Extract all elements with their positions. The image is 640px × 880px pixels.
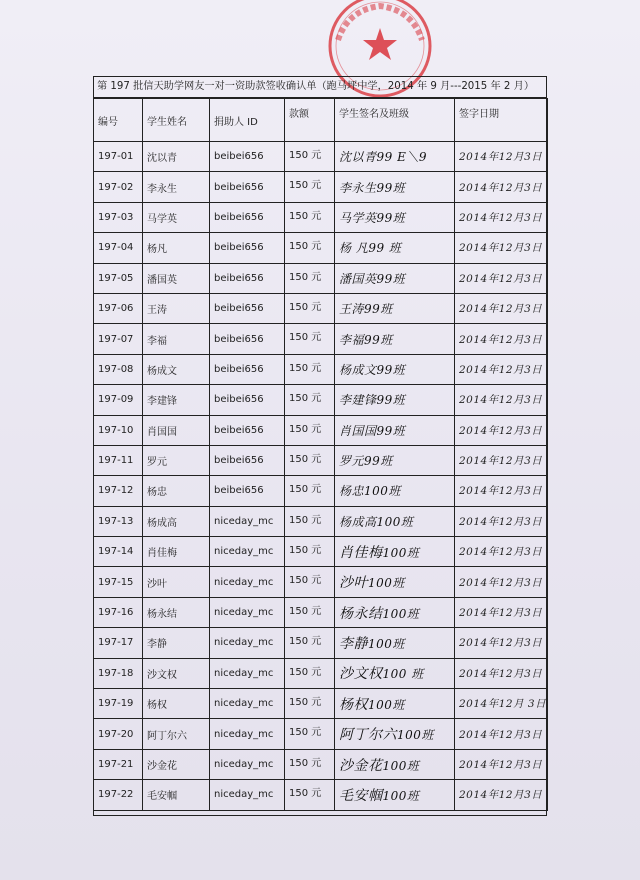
student-name: 沙金花 (143, 749, 210, 779)
student-signature-cell (335, 567, 455, 597)
table-row (94, 658, 548, 688)
handwritten-class: 100班 (364, 484, 401, 499)
student-name: 肖佳梅 (143, 537, 210, 567)
amount: 150 元 (285, 354, 335, 384)
amount: 150 元 (285, 324, 335, 354)
donor-id: niceday_mc (210, 628, 285, 658)
row-id: 197-05 (94, 263, 143, 293)
row-id: 197-17 (94, 628, 143, 658)
student-name: 肖国国 (143, 415, 210, 445)
student-name: 杨权 (143, 689, 210, 719)
handwritten-signature: 阿丁尔六 (339, 727, 397, 744)
student-name: 沙文权 (143, 658, 210, 688)
student-signature-cell (335, 354, 455, 384)
amount: 150 元 (285, 658, 335, 688)
table-row (94, 293, 548, 323)
amount: 150 元 (285, 172, 335, 202)
handwritten-class: 99班 (376, 210, 406, 225)
amount: 150 元 (285, 749, 335, 779)
table-row (94, 142, 548, 172)
student-signature-cell (335, 780, 455, 810)
row-id: 197-21 (94, 749, 143, 779)
donor-id: beibei656 (210, 142, 285, 172)
student-name: 毛安帼 (143, 780, 210, 810)
handwritten-signature: 杨永结 (339, 605, 383, 622)
student-name: 王涛 (143, 293, 210, 323)
student-signature-cell (335, 689, 455, 719)
amount: 150 元 (285, 415, 335, 445)
student-signature-cell (335, 445, 455, 475)
donor-id: niceday_mc (210, 719, 285, 749)
handwritten-signature: 沙金花 (339, 757, 383, 774)
table-row (94, 415, 548, 445)
student-name: 杨成文 (143, 354, 210, 384)
handwritten-signature: 李福 (339, 332, 365, 347)
student-name: 杨凡 (143, 233, 210, 263)
table-row (94, 263, 548, 293)
student-signature-cell (335, 415, 455, 445)
handwritten-sign-date: 2014年12月3日 (455, 263, 548, 293)
table-row (94, 506, 548, 536)
table-row (94, 780, 548, 810)
handwritten-sign-date: 2014年12月3日 (455, 202, 548, 232)
header-row (94, 99, 548, 142)
student-signature-cell (335, 597, 455, 627)
student-name: 阿丁尔六 (143, 719, 210, 749)
handwritten-sign-date: 2014年12月3日 (455, 415, 548, 445)
student-signature-cell (335, 749, 455, 779)
student-signature-cell (335, 719, 455, 749)
student-name: 罗元 (143, 445, 210, 475)
donor-id: niceday_mc (210, 658, 285, 688)
handwritten-signature: 罗元 (339, 454, 365, 469)
amount: 150 元 (285, 567, 335, 597)
row-id: 197-09 (94, 385, 143, 415)
student-signature-cell (335, 506, 455, 536)
amount: 150 元 (285, 689, 335, 719)
table-row (94, 202, 548, 232)
student-signature-cell (335, 324, 455, 354)
donor-id: beibei656 (210, 476, 285, 506)
row-id: 197-03 (94, 202, 143, 232)
amount: 150 元 (285, 445, 335, 475)
handwritten-signature: 肖国国 (339, 423, 377, 438)
handwritten-class: 99班 (376, 271, 406, 286)
donor-id: beibei656 (210, 324, 285, 354)
handwritten-signature: 马学英 (339, 210, 377, 225)
handwritten-sign-date: 2014年12月3日 (455, 780, 548, 810)
col-header-student-name: 学生姓名 (143, 99, 210, 142)
handwritten-sign-date: 2014年12月 3日 (455, 689, 548, 719)
donor-id: beibei656 (210, 445, 285, 475)
student-name: 杨忠 (143, 476, 210, 506)
student-name: 李静 (143, 628, 210, 658)
table-row (94, 628, 548, 658)
handwritten-sign-date: 2014年12月3日 (455, 537, 548, 567)
amount: 150 元 (285, 780, 335, 810)
handwritten-sign-date: 2014年12月3日 (455, 597, 548, 627)
row-id: 197-04 (94, 233, 143, 263)
handwritten-class: 100班 (376, 514, 414, 529)
handwritten-signature: 杨权 (339, 696, 368, 713)
col-header-id: 编号 (94, 99, 143, 142)
row-id: 197-06 (94, 293, 143, 323)
handwritten-sign-date: 2014年12月3日 (455, 628, 548, 658)
handwritten-class: 99班 (364, 454, 393, 469)
table-row (94, 172, 548, 202)
table-row (94, 719, 548, 749)
amount: 150 元 (285, 719, 335, 749)
handwritten-signature: 杨忠 (339, 484, 365, 499)
handwritten-class: 100班 (382, 758, 420, 773)
row-id: 197-16 (94, 597, 143, 627)
row-id: 197-14 (94, 537, 143, 567)
student-signature-cell (335, 658, 455, 688)
student-name: 李福 (143, 324, 210, 354)
donor-id: niceday_mc (210, 780, 285, 810)
student-name: 马学英 (143, 202, 210, 232)
donor-id: beibei656 (210, 202, 285, 232)
handwritten-sign-date: 2014年12月3日 (455, 324, 548, 354)
handwritten-class: 100班 (382, 788, 420, 803)
table-row (94, 445, 548, 475)
row-id: 197-01 (94, 142, 143, 172)
handwritten-sign-date: 2014年12月3日 (455, 172, 548, 202)
row-id: 197-13 (94, 506, 143, 536)
handwritten-class: 99班 (376, 180, 406, 195)
student-name: 杨永结 (143, 597, 210, 627)
row-id: 197-02 (94, 172, 143, 202)
handwritten-sign-date: 2014年12月3日 (455, 354, 548, 384)
handwritten-signature: 李建锋 (339, 393, 377, 408)
handwritten-class: 99班 (376, 393, 406, 408)
donor-id: niceday_mc (210, 537, 285, 567)
amount: 150 元 (285, 628, 335, 658)
handwritten-sign-date: 2014年12月3日 (455, 567, 548, 597)
handwritten-signature: 沙文权 (339, 666, 383, 683)
row-id: 197-18 (94, 658, 143, 688)
amount: 150 元 (285, 263, 335, 293)
student-signature-cell (335, 628, 455, 658)
row-id: 197-10 (94, 415, 143, 445)
donor-id: beibei656 (210, 385, 285, 415)
donor-id: niceday_mc (210, 689, 285, 719)
handwritten-class: 99 E＼9 (376, 150, 427, 165)
donor-id: beibei656 (210, 415, 285, 445)
row-id: 197-19 (94, 689, 143, 719)
handwritten-signature: 李永生 (339, 180, 377, 195)
row-id: 197-20 (94, 719, 143, 749)
student-signature-cell (335, 142, 455, 172)
donor-id: niceday_mc (210, 597, 285, 627)
row-id: 197-08 (94, 354, 143, 384)
row-id: 197-22 (94, 780, 143, 810)
handwritten-signature: 王涛 (339, 302, 365, 317)
col-header-donor-id: 捐助人 ID (210, 99, 285, 142)
handwritten-sign-date: 2014年12月3日 (455, 658, 548, 688)
table-row (94, 354, 548, 384)
handwritten-sign-date: 2014年12月3日 (455, 445, 548, 475)
handwritten-sign-date: 2014年12月3日 (455, 749, 548, 779)
amount: 150 元 (285, 506, 335, 536)
handwritten-class: 100班 (368, 576, 405, 591)
handwritten-signature: 杨成文 (339, 362, 377, 377)
receipt-table (93, 98, 548, 811)
handwritten-class: 100 班 (382, 667, 424, 682)
handwritten-sign-date: 2014年12月3日 (455, 293, 548, 323)
student-signature-cell (335, 233, 455, 263)
amount: 150 元 (285, 233, 335, 263)
handwritten-class: 100班 (368, 636, 405, 651)
table-row (94, 749, 548, 779)
student-name: 沙叶 (143, 567, 210, 597)
donor-id: niceday_mc (210, 567, 285, 597)
handwritten-class: 99 班 (368, 241, 402, 256)
handwritten-signature: 肖佳梅 (339, 544, 383, 561)
handwritten-class: 100班 (382, 545, 420, 560)
handwritten-sign-date: 2014年12月3日 (455, 142, 548, 172)
handwritten-class: 99班 (364, 332, 393, 347)
donor-id: beibei656 (210, 293, 285, 323)
amount: 150 元 (285, 293, 335, 323)
donor-id: beibei656 (210, 263, 285, 293)
table-row (94, 476, 548, 506)
row-id: 197-07 (94, 324, 143, 354)
student-signature-cell (335, 202, 455, 232)
row-id: 197-11 (94, 445, 143, 475)
handwritten-sign-date: 2014年12月3日 (455, 233, 548, 263)
amount: 150 元 (285, 142, 335, 172)
amount: 150 元 (285, 202, 335, 232)
handwritten-sign-date: 2014年12月3日 (455, 719, 548, 749)
donor-id: beibei656 (210, 233, 285, 263)
handwritten-signature: 杨 凡 (339, 241, 369, 256)
handwritten-signature: 杨成高 (339, 514, 377, 529)
amount: 150 元 (285, 597, 335, 627)
handwritten-signature: 沈以青 (339, 150, 377, 165)
handwritten-sign-date: 2014年12月3日 (455, 506, 548, 536)
handwritten-signature: 潘国英 (339, 271, 377, 286)
handwritten-class: 99班 (376, 362, 406, 377)
row-id: 197-15 (94, 567, 143, 597)
student-name: 杨成高 (143, 506, 210, 536)
handwritten-signature: 李静 (339, 635, 368, 652)
student-signature-cell (335, 385, 455, 415)
amount: 150 元 (285, 385, 335, 415)
handwritten-signature: 毛安帼 (339, 787, 383, 804)
table-row (94, 597, 548, 627)
table-row (94, 324, 548, 354)
col-header-amount: 款额 (285, 99, 335, 142)
handwritten-class: 100班 (397, 728, 434, 743)
donor-id: beibei656 (210, 354, 285, 384)
student-name: 潘国英 (143, 263, 210, 293)
student-signature-cell (335, 172, 455, 202)
donor-id: niceday_mc (210, 749, 285, 779)
student-signature-cell (335, 476, 455, 506)
student-name: 李永生 (143, 172, 210, 202)
table-row (94, 537, 548, 567)
table-row (94, 689, 548, 719)
handwritten-class: 100班 (368, 697, 405, 712)
student-signature-cell (335, 293, 455, 323)
handwritten-sign-date: 2014年12月3日 (455, 476, 548, 506)
student-name: 沈以青 (143, 142, 210, 172)
handwritten-sign-date: 2014年12月3日 (455, 385, 548, 415)
document-title: 第 197 批信天助学网友一对一资助款签收确认单（跑马坪中学，2014 年 9 月---2015 年 2 月） (93, 76, 547, 98)
student-signature-cell (335, 537, 455, 567)
handwritten-class: 99班 (364, 302, 393, 317)
student-signature-cell (335, 263, 455, 293)
amount: 150 元 (285, 476, 335, 506)
table-row (94, 233, 548, 263)
row-id: 197-12 (94, 476, 143, 506)
col-header-signature-class: 学生签名及班级 (335, 99, 455, 142)
handwritten-class: 99班 (376, 423, 406, 438)
handwritten-class: 100班 (382, 606, 420, 621)
col-header-sign-date: 签字日期 (455, 99, 548, 142)
table-row (94, 385, 548, 415)
student-name: 李建锋 (143, 385, 210, 415)
donor-id: beibei656 (210, 172, 285, 202)
amount: 150 元 (285, 537, 335, 567)
handwritten-signature: 沙叶 (339, 575, 368, 592)
table-row (94, 567, 548, 597)
donor-id: niceday_mc (210, 506, 285, 536)
